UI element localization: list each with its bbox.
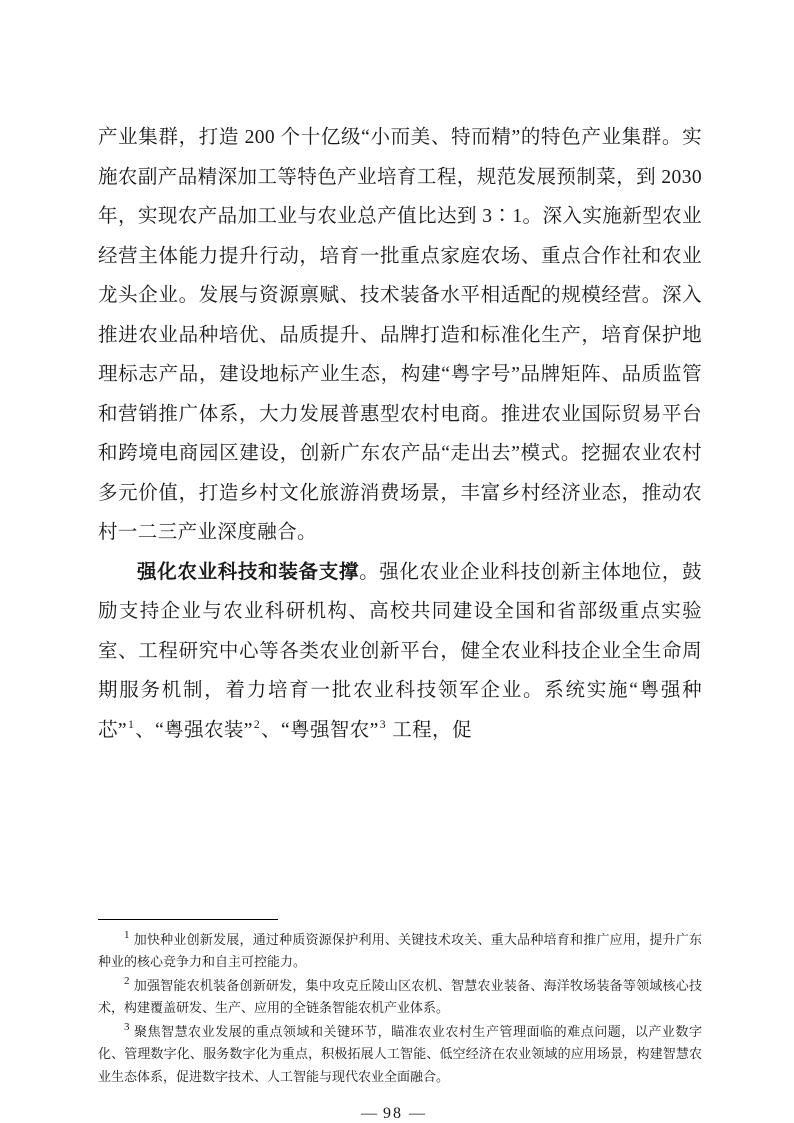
paragraph-tech-support — [98, 553, 702, 751]
page-number-dash-right: — — [409, 1105, 425, 1122]
footnote-marker: 2 — [124, 975, 130, 988]
footnote-marker: 3 — [124, 1021, 130, 1034]
paragraph-lead-in: 强化农业科技和装备支撑 — [137, 561, 360, 583]
paragraph-text-2: 、“粤强农装” — [135, 719, 253, 741]
page-body — [98, 118, 702, 750]
footnote-text: 加强智能农机装备创新研发，集中攻克丘陵山区农机、智慧农业装备、海洋牧场装备等领域核心技术，构建覆盖研发、生产、应用的全链条智能农机产业体系。 — [98, 977, 702, 1015]
paragraph-text: 产业集群，打造 200 个十亿级“小而美、特而精”的特色产业集群。实施农副产品精深加工等特色产业培育工程，规范发展预制菜，到 2030 年，实现农产品加工业与农业总产值比达到 3∶1。深入实施新型农业经营主体能力提升行动，培育一批重点家庭农场、重点合作社和农业龙头企业。发展与资源禀赋、技术装备水平相适配的规模经营。深入推进农业品种培优、品质提升、品牌打造和标准化生产，培育保护地理标志产品，建设地标产业生态，构建“粤字号”品牌矩阵、品质监管和营销推广体系，大力发展普惠型农村电商。推进农业国际贸易平台和跨境电商园区建设，创新广东农产品“走出去”模式。挖掘农业农村多元价值，打造乡村文化旅游消费场景，丰富乡村经济业态，推动农村一二三产业深度融合。 — [98, 127, 702, 543]
page-number — [84, 1089, 702, 1123]
page-number-value: 98 — [383, 1105, 403, 1122]
page-number-dash-left: — — [361, 1105, 377, 1122]
footnote-ref-1[interactable]: 1 — [127, 718, 135, 731]
footnote-ref-3[interactable]: 3 — [379, 718, 386, 731]
paragraph-continued — [98, 118, 702, 553]
footnote-item — [98, 929, 702, 974]
footnote-text: 聚焦智慧农业发展的重点领域和关键环节，瞄准农业农村生产管理面临的难点问题，以产业数字化、管理数字化、服务数字化为重点，积极拓展人工智能、低空经济在农业领域的应用场景，构建智慧农业生态体系，促进数字技术、人工智能与现代农业全面融合。 — [98, 1023, 702, 1084]
paragraph-text-1: 。强化农业企业科技创新主体地位，鼓励支持企业与农业科研机构、高校共同建设全国和省部级重点实验室、工程研究中心等各类农业创新平台，健全农业科技企业全生命周期服务机制，着力培育一批农业科技领军企业。系统实施“粤强种芯” — [98, 561, 702, 741]
footnote-ref-2[interactable]: 2 — [253, 718, 261, 731]
footnote-marker: 1 — [124, 929, 130, 942]
footnote-item — [98, 975, 702, 1020]
footnote-text: 加快种业创新发展，通过种质资源保护利用、关键技术攻关、重大品种培育和推广应用，提升广东种业的核心竞争力和自主可控能力。 — [98, 931, 702, 969]
footnote-area — [98, 919, 702, 1123]
footnote-separator — [98, 919, 278, 920]
paragraph-text-4: 工程，促 — [386, 719, 472, 741]
footnote-list — [98, 929, 702, 1089]
paragraph-text-3: 、“粤强智农” — [261, 719, 379, 741]
footnote-item — [98, 1021, 702, 1089]
